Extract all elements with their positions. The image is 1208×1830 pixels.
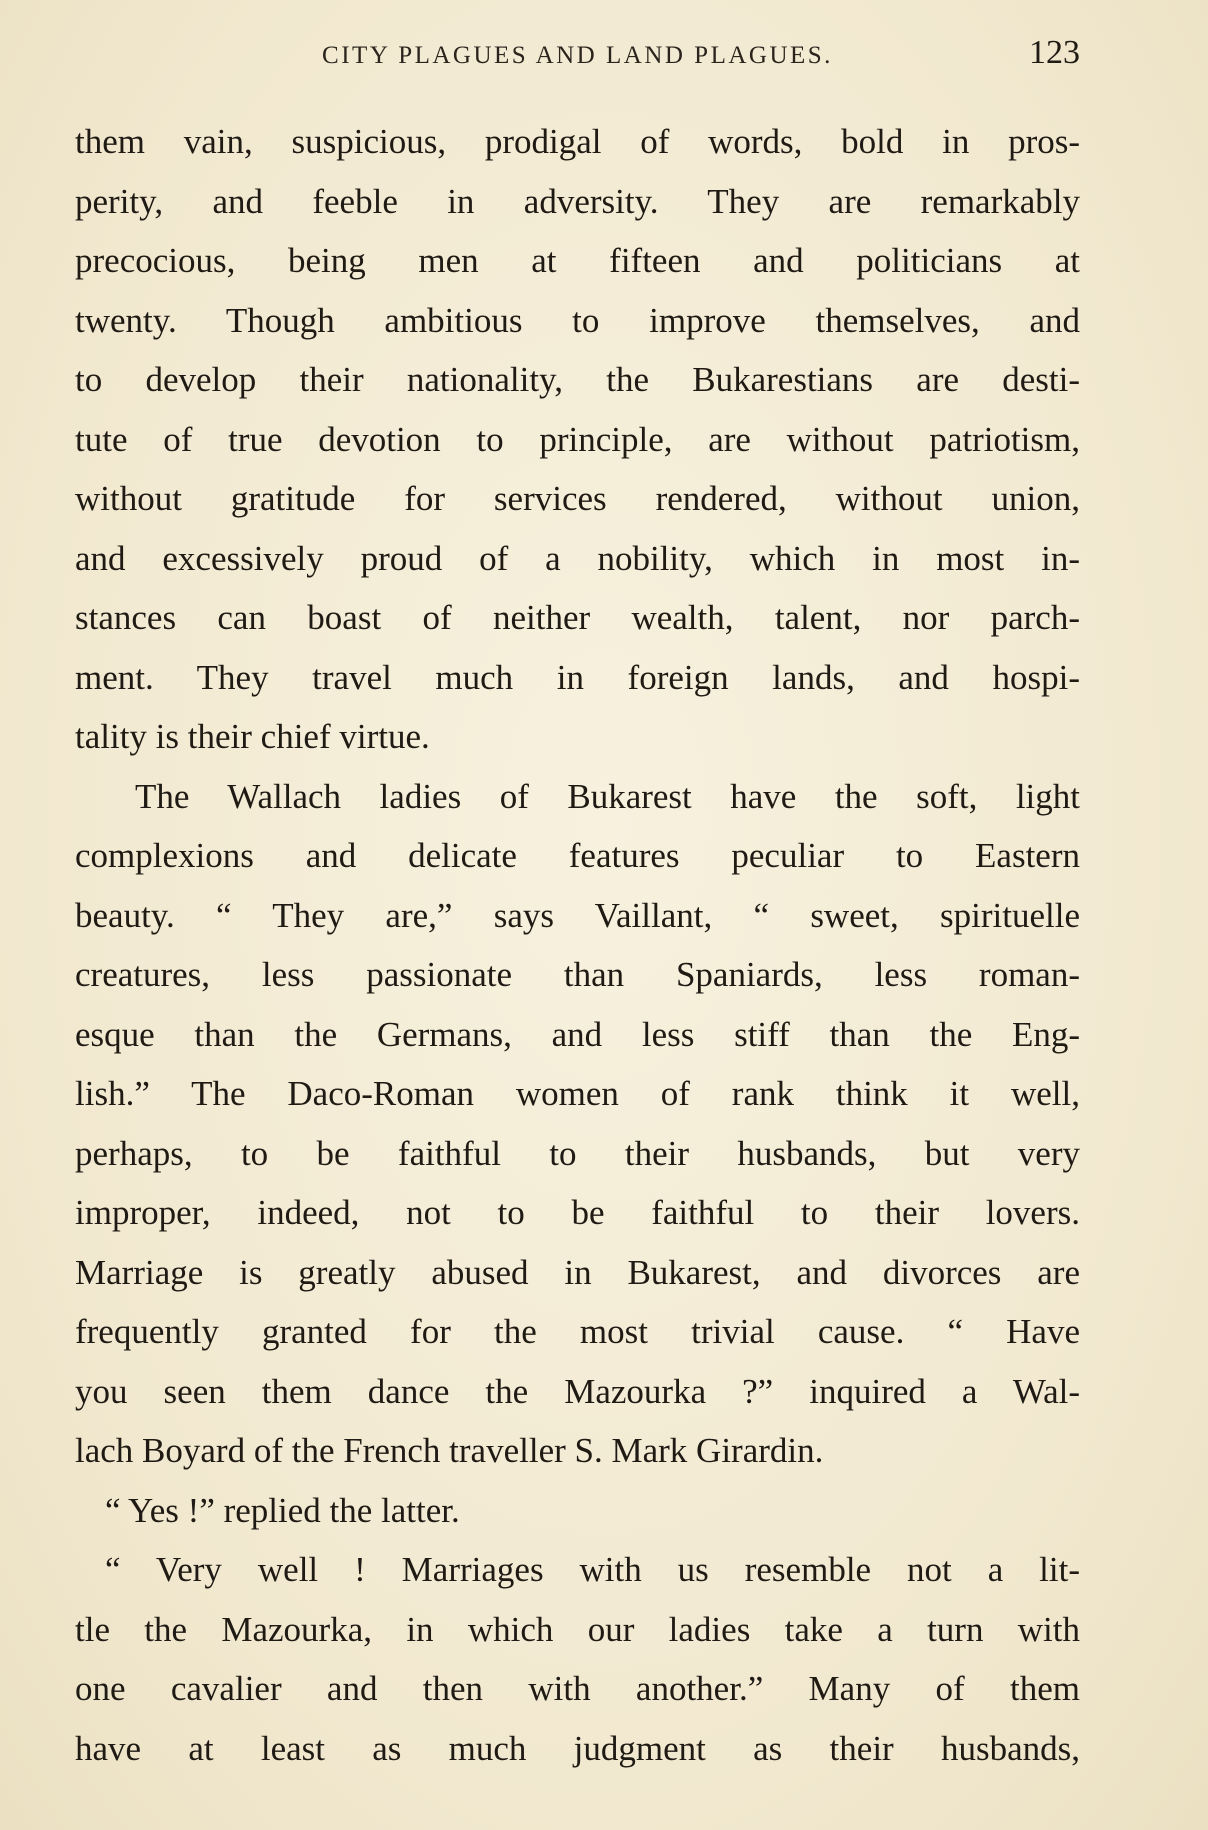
text-line: perhaps, to be faithful to their husbands, but very — [75, 1133, 1080, 1173]
text-line: ment. They travel much in foreign lands, and hospi- — [75, 657, 1080, 697]
text-line: have at least as much judgment as their husbands, — [75, 1728, 1080, 1768]
body-text — [75, 112, 1080, 1778]
text-line: frequently granted for the most trivial cause. “ Have — [75, 1312, 1080, 1351]
text-line: and excessively proud of a nobility, which in most in- — [75, 538, 1080, 578]
running-head — [75, 28, 1080, 78]
text-line: stances can boast of neither wealth, talent, nor parch- — [75, 598, 1080, 637]
text-line: The Wallach ladies of Bukarest have the soft, light — [135, 776, 1080, 816]
text-line: beauty. “ They are,” says Vaillant, “ sweet, spirituelle — [75, 895, 1080, 935]
text-line: them vain, suspicious, prodigal of words, bold in pros- — [75, 122, 1080, 161]
text-line: to develop their nationality, the Bukarestians are desti- — [75, 360, 1080, 399]
text-line: Marriage is greatly abused in Bukarest, and divorces are — [75, 1252, 1080, 1292]
text-line: perity, and feeble in adversity. They are remarkably — [75, 181, 1080, 221]
text-line: creatures, less passionate than Spaniards, less roman- — [75, 955, 1080, 994]
text-line: improper, indeed, not to be faithful to their lovers. — [75, 1193, 1080, 1232]
text-line: you seen them dance the Mazourka ?” inquired a Wal- — [75, 1371, 1080, 1411]
text-line: without gratitude for services rendered, without union, — [75, 479, 1080, 518]
text-line: esque than the Germans, and less stiff than the Eng- — [75, 1014, 1080, 1054]
text-line: lish.” The Daco-Roman women of rank think it well, — [75, 1074, 1080, 1113]
text-line: complexions and delicate features peculiar to Eastern — [75, 836, 1080, 875]
text-line: twenty. Though ambitious to improve themselves, and — [75, 300, 1080, 340]
text-line: tute of true devotion to principle, are without patriotism, — [75, 419, 1080, 459]
text-line: tle the Mazourka, in which our ladies take a turn with — [75, 1609, 1080, 1649]
text-line: one cavalier and then with another.” Many of them — [75, 1669, 1080, 1708]
running-title: CITY PLAGUES AND LAND PLAGUES. — [322, 42, 833, 69]
page-number: 123 — [1029, 34, 1080, 71]
text-line: lach Boyard of the French traveller S. Mark Girardin. — [75, 1431, 824, 1470]
text-line: precocious, being men at fifteen and politicians at — [75, 241, 1080, 280]
text-line: “ Very well ! Marriages with us resemble not a lit- — [105, 1550, 1080, 1589]
text-line: “ Yes !” replied the latter. — [105, 1490, 460, 1530]
text-line: tality is their chief virtue. — [75, 717, 430, 756]
